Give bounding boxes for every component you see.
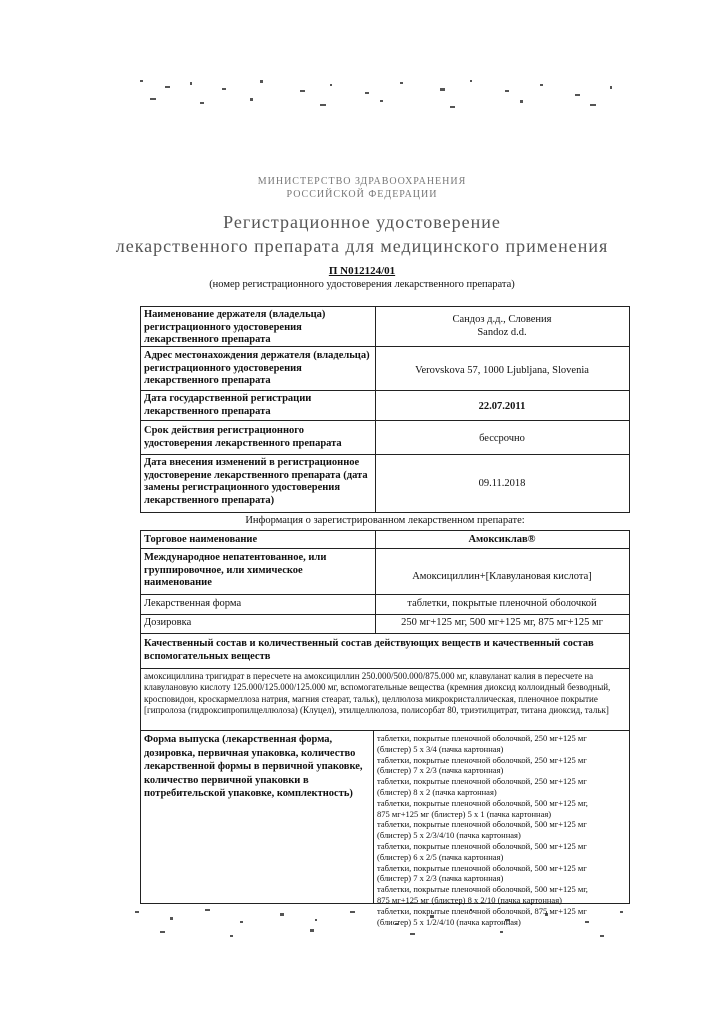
packaging-item-line: таблетки, покрытые пленочной оболочкой, 500 мг+125 мг, xyxy=(377,884,588,895)
holder-address-label: Адрес местонахождения держателя (владельца) регистрационного удостоверения лекарственного препарата xyxy=(144,350,370,386)
packaging-item-line: (блистер) 7 x 2/3 (пачка картонная) xyxy=(377,765,504,776)
packaging-list xyxy=(377,733,627,927)
ministry-line-2: РОССИЙСКОЙ ФЕДЕРАЦИИ xyxy=(286,189,438,200)
table-border xyxy=(140,306,630,307)
table-divider xyxy=(140,594,630,595)
dosage-label: Дозировка xyxy=(144,617,192,628)
validity-label: Срок действия регистрационного удостоверения лекарственного препарата xyxy=(144,425,342,449)
holder-name-value-line-1: Сандоз д.д., Словения xyxy=(452,314,552,325)
packaging-item-line: (блистер) 8 x 2 (пачка картонная) xyxy=(377,786,497,797)
table-border xyxy=(629,530,630,903)
trade-name-label: Торговое наименование xyxy=(144,534,258,545)
table-divider xyxy=(140,390,630,391)
packaging-item-line: (блистер) 7 x 2/3 (пачка картонная) xyxy=(377,873,504,884)
packaging-item-line: таблетки, покрытые пленочной оболочкой, 500 мг+125 мг xyxy=(377,862,587,873)
dosage-value: 250 мг+125 мг, 500 мг+125 мг, 875 мг+125 мг xyxy=(401,617,603,628)
table-divider xyxy=(375,530,376,633)
packaging-item-line: таблетки, покрытые пленочной оболочкой, 500 мг+125 мг, xyxy=(377,797,588,808)
holder-name-value-line-2: Sandoz d.d. xyxy=(477,326,527,338)
registration-date-label: Дата государственной регистрации лекарственного препарата xyxy=(144,393,312,417)
ministry-line-1: МИНИСТЕРСТВО ЗДРАВООХРАНЕНИЯ xyxy=(257,176,467,187)
ministry-name xyxy=(0,175,724,201)
table-divider xyxy=(140,633,630,634)
packaging-item-line: таблетки, покрытые пленочной оболочкой, 875 мг+125 мг xyxy=(377,905,587,916)
title-line-1: Регистрационное удостоверение xyxy=(223,212,501,232)
packaging-label: Форма выпуска (лекарственная форма, дозировка, первичная упаковка, количество лекарственной формы в первичной упаковке, количество первичной упаковки в потребительской упаковке, комплектность) xyxy=(144,734,363,799)
packaging-item-line: 875 мг+125 мг (блистер) 8 x 2/10 (пачка картонная) xyxy=(377,894,562,905)
table-divider xyxy=(140,548,630,549)
change-date-label: Дата внесения изменений в регистрационное удостоверение лекарственного препарата (дата замены регистрационного удостоверения лекарственного препарата) xyxy=(144,457,368,506)
composition-text: амоксициллина тригидрат в пересчете на амоксициллин 250.000/500.000/875.000 мг, клавуланат калия в пересчете на клавулановую кислоту 125.000/125.000/125.000 мг, вспомогательные вещества (кремния диоксид коллоидный безводный, кросповидон, кроскармеллоза натрия, магния стеарат, тальк), целлюлоза микрокристаллическая, пленочное покрытие [гипролоза (гидроксипропилцеллюлоза) (Клуцел), этилцеллюлоза, полисорбат 80, триэтилцитрат, титана диоксид, тальк] xyxy=(144,671,611,715)
holder-address-value: Verovskova 57, 1000 Ljubljana, Slovenia xyxy=(415,365,589,376)
info-heading: Информация о зарегистрированном лекарственном препарате: xyxy=(245,515,525,526)
packaging-item-line: (блистер) 5 x 1/2/4/10 (пачка картонная) xyxy=(377,916,521,927)
holder-name-label: Наименование держателя (владельца) регистрационного удостоверения лекарственного препарата xyxy=(144,309,326,345)
table-border xyxy=(629,306,630,512)
change-date-value: 09.11.2018 xyxy=(478,478,526,489)
table-divider xyxy=(140,730,630,731)
trade-name-value: Амоксиклав® xyxy=(468,534,536,545)
packaging-item-line: таблетки, покрытые пленочной оболочкой, 250 мг+125 мг xyxy=(377,776,587,787)
holder-name-value xyxy=(378,314,626,339)
inn-label: Международное непатентованное, или группировочное, или химическое наименование xyxy=(144,552,327,588)
table-border xyxy=(140,530,141,903)
table-divider xyxy=(373,730,374,903)
table-divider xyxy=(140,420,630,421)
packaging-item-line: таблетки, покрытые пленочной оболочкой, 250 мг+125 мг xyxy=(377,733,587,743)
title-line-2: лекарственного препарата для медицинского применения xyxy=(115,236,609,256)
table-border xyxy=(140,512,630,513)
table-divider xyxy=(140,614,630,615)
packaging-item-line: (блистер) 6 x 2/5 (пачка картонная) xyxy=(377,851,504,862)
document-title xyxy=(0,210,724,258)
table-divider xyxy=(140,668,630,669)
packaging-item-line: таблетки, покрытые пленочной оболочкой, 250 мг+125 мг xyxy=(377,754,587,765)
table-border xyxy=(140,306,141,512)
registration-date-value: 22.07.2011 xyxy=(478,401,526,412)
packaging-item-line: 875 мг+125 мг (блистер) 5 x 1 (пачка картонная) xyxy=(377,808,552,819)
table-divider xyxy=(375,306,376,512)
registration-number: П N012124/01 xyxy=(328,265,396,277)
table-divider xyxy=(140,454,630,455)
scan-noise-top xyxy=(0,76,724,116)
packaging-item-line: (блистер) 5 x 3/4 (пачка картонная) xyxy=(377,743,504,754)
inn-value: Амоксициллин+[Клавулановая кислота] xyxy=(412,571,592,582)
packaging-item-line: таблетки, покрытые пленочной оболочкой, 500 мг+125 мг xyxy=(377,819,587,830)
dosage-form-value: таблетки, покрытые пленочной оболочкой xyxy=(407,598,597,609)
composition-heading: Качественный состав и количественный состав действующих веществ и качественный состав вспомогательных веществ xyxy=(144,638,594,662)
registration-number-caption: (номер регистрационного удостоверения лекарственного препарата) xyxy=(209,279,515,290)
validity-value: бессрочно xyxy=(479,433,525,444)
dosage-form-label: Лекарственная форма xyxy=(144,598,242,609)
packaging-item-line: (блистер) 5 x 2/3/4/10 (пачка картонная) xyxy=(377,830,521,841)
table-border xyxy=(140,530,630,531)
packaging-item-line: таблетки, покрытые пленочной оболочкой, 500 мг+125 мг xyxy=(377,840,587,851)
